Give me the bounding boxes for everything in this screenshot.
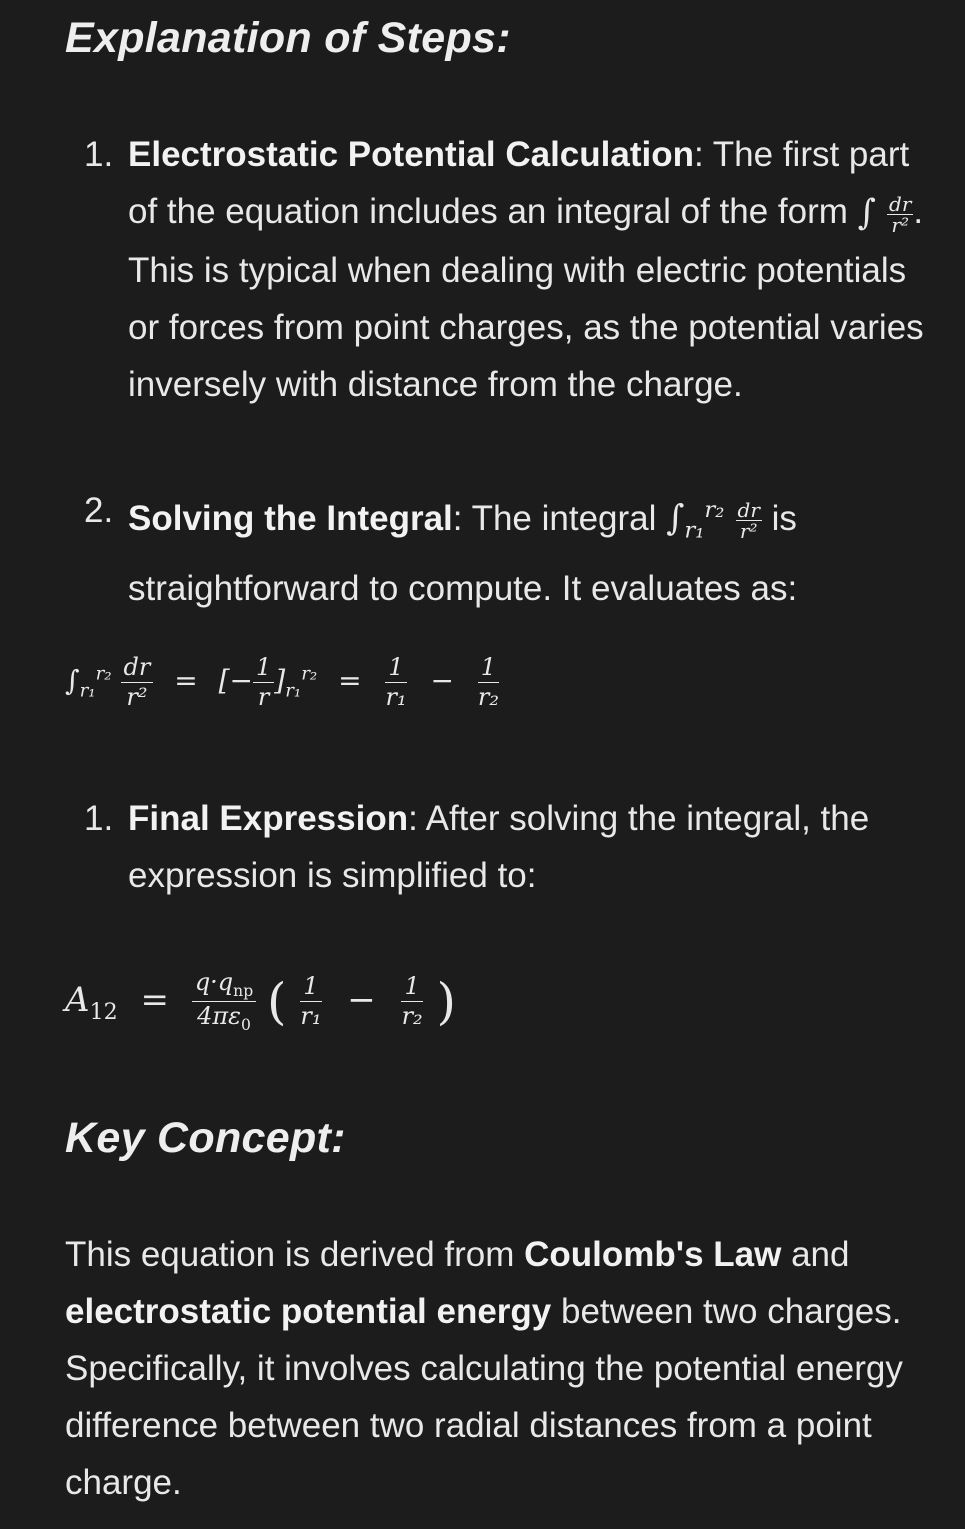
list-item-final-expression bbox=[84, 790, 924, 910]
step-title: Final Expression bbox=[128, 799, 409, 838]
explanation-heading: Explanation of Steps: bbox=[65, 14, 511, 62]
list-number: 1. bbox=[84, 135, 114, 174]
key-concept-paragraph bbox=[65, 1226, 925, 1511]
key-concept-heading: Key Concept: bbox=[65, 1114, 346, 1162]
integral-formula: ∫ $\frac{dr}{\text{r²}}$ bbox=[857, 192, 912, 238]
integral-evaluation-equation: $\int_{r_1}^{r_2}$ $\frac{dr}{\text{r²}}$ = [− $\frac{1}{r}$ ]$_{r_1}^{r_2}$ = $\frac{1}{\text{r₁}}$ − $\frac{1}{\text{r₂}}$ bbox=[65, 653, 499, 712]
step-text: : The integral bbox=[452, 499, 667, 539]
list-number: 1. bbox=[84, 799, 114, 838]
coulombs-law-bold: Coulomb's Law bbox=[524, 1235, 782, 1274]
step-text: : After solving the integral, the expression is simplified to: bbox=[128, 799, 870, 895]
paragraph-text: This equation is derived from bbox=[65, 1235, 525, 1274]
paragraph-text: and bbox=[781, 1235, 850, 1274]
step-text: is straightforward to compute. It evaluates as: bbox=[128, 499, 798, 608]
step-title: Electrostatic Potential Calculation bbox=[128, 135, 694, 174]
potential-energy-bold: electrostatic potential energy bbox=[65, 1292, 552, 1331]
list-item-text bbox=[128, 126, 928, 413]
list-item-step-2 bbox=[84, 482, 924, 608]
list-item-step-1 bbox=[84, 126, 924, 466]
list-item-text bbox=[128, 482, 928, 617]
step-text: . This is typical when dealing with electric potentials or forces from point charges, as the potential varies inversely with distance from the charge. bbox=[128, 192, 924, 405]
paragraph-text: between two charges. Specifically, it involves calculating the potential energy difference between two radial distances from a point charge. bbox=[65, 1292, 903, 1502]
step-title: Solving the Integral bbox=[128, 499, 453, 539]
list-number: 2. bbox=[84, 491, 114, 530]
step-text: : The first part of the equation includes an integral of the form bbox=[128, 135, 910, 231]
definite-integral-formula: $\int_{r_1}^{r_2}$ $\frac{dr}{\text{r²}}$ bbox=[666, 497, 760, 544]
final-expression-equation: $A_{12}$ = $q\cdot q_{np}$ $4\pi\varepsilon_0$ ( $\frac{1}{\text{r₁}}$ − $\frac{1}{\text{r₂}}$ ) bbox=[65, 968, 456, 1034]
list-item-text bbox=[128, 790, 928, 904]
